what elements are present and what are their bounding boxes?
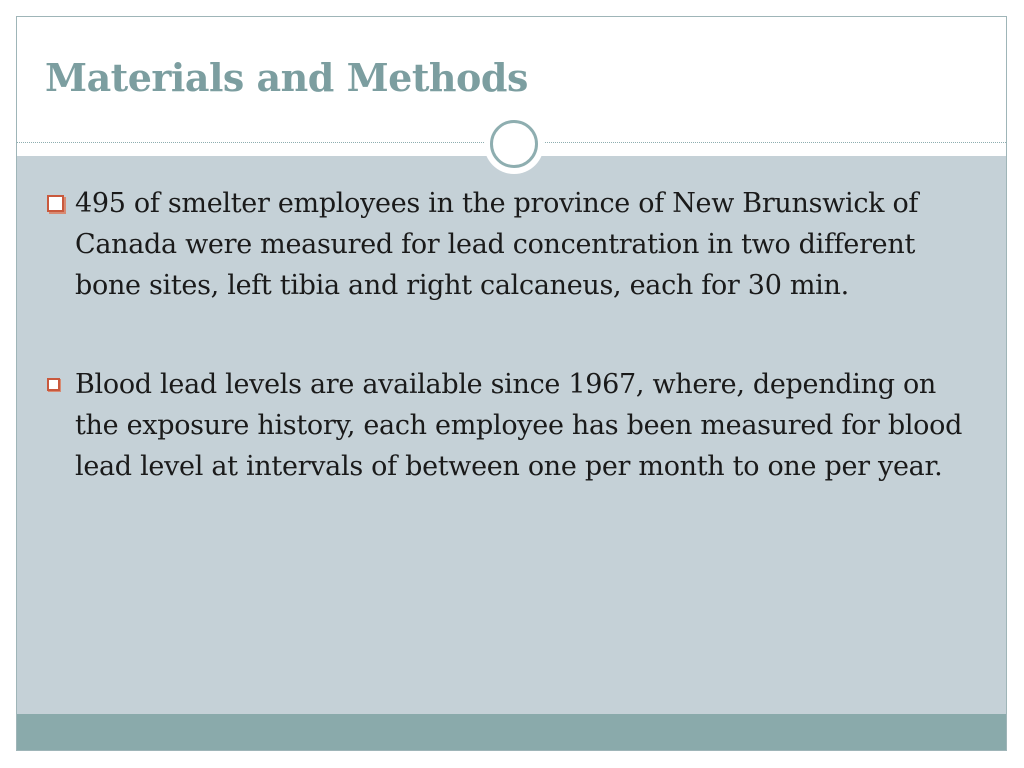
slide-title: Materials and Methods: [45, 55, 528, 100]
slide: [16, 16, 1007, 751]
circle-ring-icon: [484, 114, 544, 174]
footer-bar: [17, 714, 1006, 750]
square-checkbox-bullet-icon: [47, 195, 64, 212]
bullet-text-2: Blood lead levels are available since 1967, where, depending on the exposure history, each employee has been measured for blood lead level at intervals of between one per month to one per year.: [75, 369, 963, 482]
circle-ring-inner: [490, 120, 538, 168]
bullet-item-1: [47, 183, 982, 306]
bullet-text-1: 495 of smelter employees in the province of New Brunswick of Canada were measured for lead concentration in two different bone sites, left tibia and right calcaneus, each for 30 min.: [75, 188, 919, 301]
square-checkbox-bullet-icon: [47, 378, 60, 391]
bullet-item-2: [47, 364, 982, 487]
bullet-list: [47, 183, 982, 487]
